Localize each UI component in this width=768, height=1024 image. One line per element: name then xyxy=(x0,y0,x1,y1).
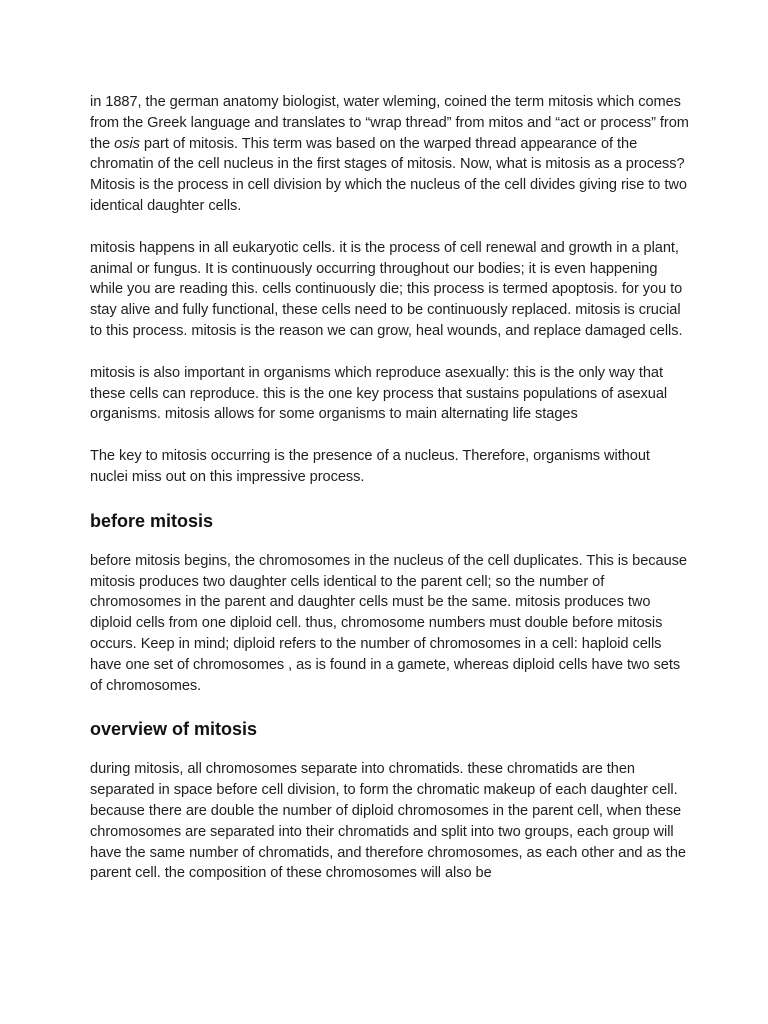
document-page xyxy=(90,92,690,905)
heading-overview-of-mitosis: overview of mitosis xyxy=(90,719,258,740)
intro-text-end: part of mitosis. This term was based on the warped thread appearance of the chromatin of the cell nucleus in the first stages of mitosis. Now, what is mitosis as a process? Mitosis is the process in cell division by which the nucleus of the cell divides giving rise to two identical daughter cells. xyxy=(90,135,687,214)
intro-paragraph xyxy=(90,92,690,217)
osis-emphasis: osis xyxy=(114,135,140,152)
eukaryotic-paragraph: mitosis happens in all eukaryotic cells. it is the process of cell renewal and growth in a plant, animal or fungus. It is continuously occurring throughout our bodies; it is even happening while you are reading this. cells continuously die; this process is termed apoptosis. for you to stay alive and fully functional, these cells need to be continuously replaced. mitosis is crucial to this process. mitosis is the reason we can grow, heal wounds, and replace damaged cells. xyxy=(90,239,683,339)
asexual-paragraph: mitosis is also important in organisms which reproduce asexually: this is the only way that these cells can reproduce. this is the one key process that sustains populations of asexual organisms. mitosis allows for some organisms to main alternating life stages xyxy=(90,364,668,423)
nucleus-paragraph: The key to mitosis occurring is the presence of a nucleus. Therefore, organisms without nuclei miss out on this impressive process. xyxy=(90,448,650,485)
intro-text-start: in 1887, the german anatomy biologist, water wleming, coined the term mitosis which comes from the Greek language and translates to “wrap thread” from mitos and “act or process” from the xyxy=(90,94,689,152)
heading-before-mitosis: before mitosis xyxy=(90,510,214,531)
overview-paragraph: during mitosis, all chromosomes separate into chromatids. these chromatids are then separated in space before cell division, to form the chromatic makeup of each daughter cell. because there are double the number of diploid chromosomes in the parent cell, when these chromosomes are separated into their chromatids and split into two groups, each group will have the same number of chromatids, and therefore chromosomes, as each other and as the parent cell. the composition of these chromosomes will also be xyxy=(90,761,686,882)
before-mitosis-paragraph: before mitosis begins, the chromosomes in the nucleus of the cell duplicates. This is because mitosis produces two daughter cells identical to the parent cell; so the number of chromosomes in the parent and daughter cells must be the same. mitosis produces two diploid cells from one diploid cell. thus, chromosome numbers must double before mitosis occurs. Keep in mind; diploid refers to the number of chromosomes in a cell: haploid cells have one set of chromosomes , as is found in a gamete, whereas diploid cells have two sets of chromosomes. xyxy=(90,552,687,694)
